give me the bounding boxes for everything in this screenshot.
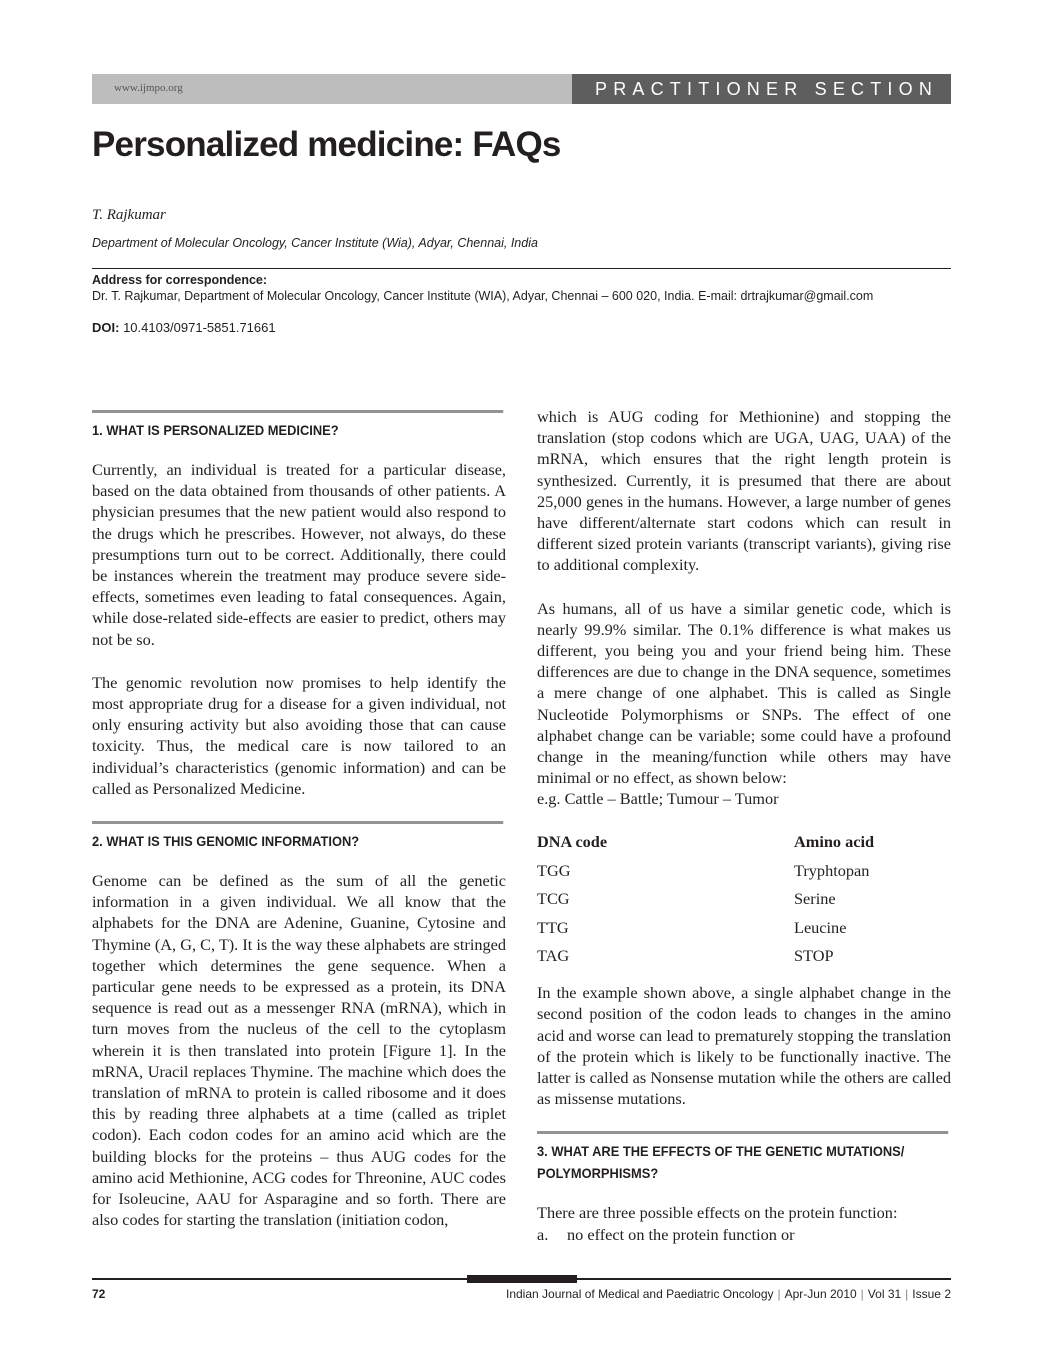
amino-acid-cell: Tryphtopan [794,860,870,880]
dna-code-cell: TGG [537,860,571,880]
author-name: T. Rajkumar [92,207,166,223]
mutation-paragraph: In the example shown above, a single alphabet change in the second position of the codon leads to changes in the amino acid and worse can lead to prematurely stopping the translation of the protein which is likely to be functionally inactive. The latter is called as Nonsense mutation while the others are called as missense mutations. [537,983,951,1109]
journal-name: Indian Journal of Medical and Paediatric Oncology [506,1287,774,1301]
section-2-paragraph-1: Genome can be defined as the sum of all the genetic information in a given individual. We all know that the alphabets for the DNA are Adenine, Guanine, Cytosine and Thymine (A, G, C, T). It is the way these alphabets are stringed together which determines the gene sequence. When a particular gene needs to be expressed as a protein, its DNA sequence is read out as a messenger RNA (mRNA), which in turn moves from the nucleus of the cell to the cytoplasm wherein it is then translated into protein [Figure 1]. In the mRNA, Uracil replaces Thymine. The machine which does the translation of mRNA to protein is called ribosome and it does this by reading three alphabets at a time (called as triplet codon). Each codon codes for an amino acid which are the building blocks for the proteins – thus AUG codes for the amino acid Methionine, ACG codes for Threonine, AUC codes for Isoleucine, AAU for Asparagine and so forth. There are also codes for starting the translation (initiation codon, [92,871,506,1230]
amino-acid-cell: STOP [794,946,834,966]
separator: | [777,1287,781,1301]
amino-acid-cell: Leucine [794,917,847,937]
article-title: Personalized medicine: FAQs [92,125,561,164]
dna-code-cell: TAG [537,946,570,966]
correspondence-label: Address for correspondence: [92,273,268,287]
issue: Issue 2 [912,1287,951,1301]
column-header: Amino acid [794,832,875,852]
amino-acid-cell: Serine [794,889,836,909]
table-row [537,856,951,885]
doi-value: 10.4103/0971-5851.71661 [119,320,276,335]
effects-intro: There are three possible effects on the protein function: [537,1203,898,1223]
divider [92,268,951,269]
running-header [92,74,951,104]
journal-citation [506,1287,951,1301]
dna-code-cell: TTG [537,917,569,937]
doi [92,320,276,335]
table-header-row [537,828,951,857]
separator: | [860,1287,864,1301]
dna-code-cell: TCG [537,889,570,909]
table-row [537,942,951,971]
section-1-paragraph-2: The genomic revolution now promises to help identify the most appropriate drug for a disease for a given individual, not only ensuring activity but also avoiding those that can cause toxicity. Thus, the medical care is now tailored to an individual’s characteristics (genomic information) and can be called as Personalized Medicine. [92,672,506,798]
author-affiliation: Department of Molecular Oncology, Cancer Institute (Wia), Adyar, Chennai, India [92,236,538,250]
volume: Vol 31 [867,1287,902,1301]
list-text: no effect on the protein function or [567,1224,795,1244]
section-2-heading: 2. WHAT IS THIS GENOMIC INFORMATION? [92,821,503,852]
dna-code-table [537,828,951,971]
section-1-heading: 1. WHAT IS PERSONALIZED MEDICINE? [92,410,503,441]
section-3-heading: 3. WHAT ARE THE EFFECTS OF THE GENETIC MUTATIONS/ POLYMORPHISMS? [537,1131,948,1184]
section-label: PRACTITIONER SECTION [572,74,951,104]
doi-label: DOI: [92,320,120,335]
list-marker: a. [537,1224,549,1244]
column-header: DNA code [537,832,608,852]
snp-example: e.g. Cattle – Battle; Tumour – Tumor [537,789,779,809]
issue-date: Apr-Jun 2010 [784,1287,857,1301]
section-1-paragraph-1: Currently, an individual is treated for a particular disease, based on the data obtained from thousands of other patients. A physician presumes that the new patient would also respond to the drugs which he prescribes. However, not always, do these presumptions turn out to be correct. Additionally, there could be instances wherein the treatment may produce severe side-effects, sometimes even leading to fatal consequences. Again, while dose-related side-effects are easier to predict, others may not be so. [92,460,506,649]
table-row [537,885,951,914]
continued-paragraph: which is AUG coding for Methionine) and stopping the translation (stop codons which are UGA, UAG, UAA) of the mRNA, which ensures that the right length protein is synthesized. Currently, it is presumed that there are about 25,000 genes in the humans. However, a large number of genes have different/alternate start codons which can result in different sized protein variants (transcript variants), giving rise to additional complexity. [537,407,951,575]
right-column [537,406,951,1245]
table-row [537,913,951,942]
page-number: 72 [92,1287,106,1301]
list-item [537,1224,951,1245]
snp-paragraph: As humans, all of us have a similar genetic code, which is nearly 99.9% similar. The 0.1% difference is what makes us different, you being you and your friend being him. These differences are due to change in the DNA sequence, sometimes a mere change of one alphabet. This is called as Single Nucleotide Polymorphisms or SNPs. The effect of one alphabet change can be variable; some could have a profound change in the meaning/function while others may have minimal or no effect, as shown below: [537,598,951,788]
separator: | [905,1287,909,1301]
journal-website: www.ijmpo.org [114,82,183,94]
left-column [92,410,506,1231]
footer-accent-bar [467,1275,577,1283]
correspondence-address: Dr. T. Rajkumar, Department of Molecular Oncology, Cancer Institute (WIA), Adyar, Chennai – 600 020, India. E-mail: drtrajkumar@gmail.com [92,289,874,303]
